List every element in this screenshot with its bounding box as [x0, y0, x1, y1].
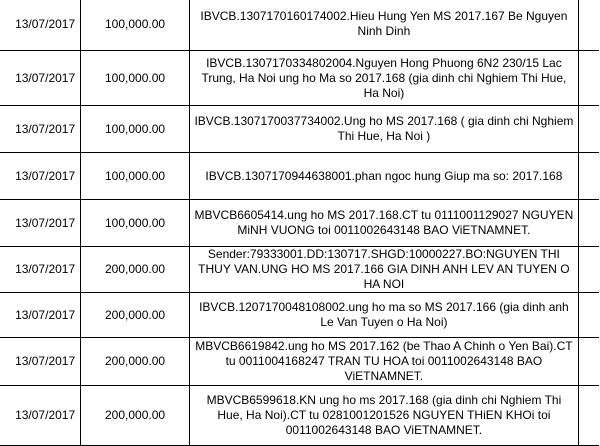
amount-cell[interactable]: 100,000.00 — [81, 51, 190, 106]
date-cell[interactable]: 13/07/2017 — [0, 106, 81, 153]
table-row[interactable] — [0, 51, 599, 106]
amount-cell[interactable]: 100,000.00 — [81, 153, 190, 200]
date-cell[interactable]: 13/07/2017 — [0, 0, 81, 51]
empty-cell[interactable] — [578, 51, 599, 106]
description-cell[interactable]: MBVCB6619842.ung ho MS 2017.162 (be Thao A Chinh o Yen Bai).CT tu 0011004168247 TRAN TU HOA toi 0011002643148 BAO ViETNAMNET. — [190, 338, 579, 386]
amount-cell[interactable]: 100,000.00 — [81, 0, 190, 51]
amount-cell[interactable]: 200,000.00 — [81, 338, 190, 386]
date-cell[interactable]: 13/07/2017 — [0, 338, 81, 386]
description-cell[interactable]: MBVCB6599618.KN ung ho ms 2017.168 (gia dinh chi Nghiem Thi Hue, Ha Noi).CT tu 0281001201526 NGUYEN THiEN KHOi toi 0011002643148 BAO ViETNAMNET. — [190, 386, 579, 446]
empty-cell[interactable] — [578, 338, 599, 386]
empty-cell[interactable] — [578, 0, 599, 51]
empty-cell[interactable] — [578, 153, 599, 200]
empty-cell[interactable] — [578, 386, 599, 446]
amount-cell[interactable]: 200,000.00 — [81, 293, 190, 338]
amount-cell[interactable]: 200,000.00 — [81, 247, 190, 293]
date-cell[interactable]: 13/07/2017 — [0, 386, 81, 446]
table-row[interactable] — [0, 247, 599, 293]
amount-cell[interactable]: 100,000.00 — [81, 200, 190, 247]
table-row[interactable] — [0, 293, 599, 338]
date-cell[interactable]: 13/07/2017 — [0, 247, 81, 293]
table-row[interactable] — [0, 338, 599, 386]
table-row[interactable] — [0, 386, 599, 446]
description-cell[interactable]: Sender:79333001.DD:130717.SHGD:10000227.BO:NGUYEN THI THUY VAN.UNG HO MS 2017.166 GIA DINH ANH LEV AN TUYEN O HA NOI — [190, 247, 579, 293]
empty-cell[interactable] — [578, 293, 599, 338]
description-cell[interactable]: MBVCB6605414.ung ho MS 2017.168.CT tu 0111001129027 NGUYEN MiNH VUONG toi 0011002643148 BAO ViETNAMNET. — [190, 200, 579, 247]
description-cell[interactable]: IBVCB.1307170160174002.Hieu Hung Yen MS 2017.167 Be Nguyen Ninh Dinh — [190, 0, 579, 51]
description-cell[interactable]: IBVCB.1307170944638001.phan ngoc hung Giup ma so: 2017.168 — [190, 153, 579, 200]
table-row[interactable] — [0, 200, 599, 247]
date-cell[interactable]: 13/07/2017 — [0, 51, 81, 106]
date-cell[interactable]: 13/07/2017 — [0, 153, 81, 200]
empty-cell[interactable] — [578, 200, 599, 247]
description-cell[interactable]: IBVCB.1307170334802004.Nguyen Hong Phuong 6N2 230/15 Lac Trung, Ha Noi ung ho Ma so 2017.168 (gia dinh chi Nghiem Thi Hue, Ha Noi) — [190, 51, 579, 106]
description-cell[interactable]: IBVCB.1307170037734002.Ung ho MS 2017.168 ( gia dinh chi Nghiem Thi Hue, Ha Noi ) — [190, 106, 579, 153]
description-cell[interactable]: IBVCB.1207170048108002.ung ho ma so MS 2017.166 (gia dinh anh Le Van Tuyen o Ha Noi) — [190, 293, 579, 338]
empty-cell[interactable] — [578, 247, 599, 293]
amount-cell[interactable]: 100,000.00 — [81, 106, 190, 153]
table-row[interactable] — [0, 0, 599, 51]
table-row[interactable] — [0, 153, 599, 200]
table-row[interactable] — [0, 106, 599, 153]
date-cell[interactable]: 13/07/2017 — [0, 293, 81, 338]
date-cell[interactable]: 13/07/2017 — [0, 200, 81, 247]
amount-cell[interactable]: 200,000.00 — [81, 386, 190, 446]
empty-cell[interactable] — [578, 106, 599, 153]
